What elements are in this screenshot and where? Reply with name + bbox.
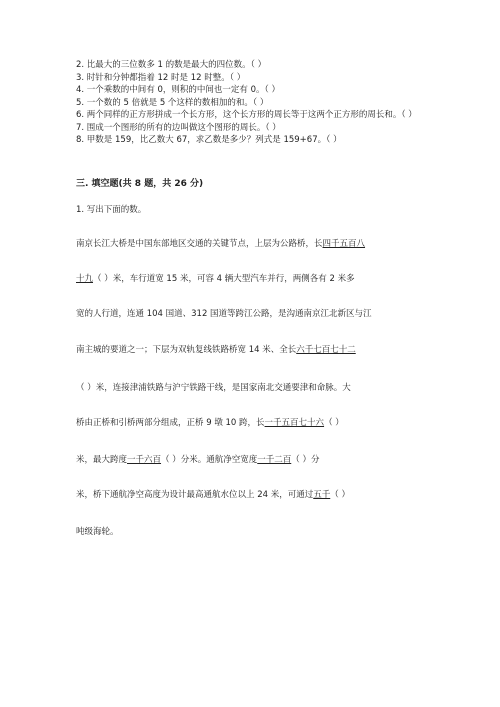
answer-blank: （ ） — [324, 418, 344, 428]
passage-text: 桥由正桥和引桥两部分组成，正桥 9 墩 10 跨，长 — [76, 418, 265, 428]
underlined-number: 一千五百七十六 — [264, 418, 325, 428]
underlined-number: 五千 — [313, 490, 331, 500]
passage-line-2 — [76, 272, 432, 284]
judgement-item-5: 5. 一个数的 5 倍就是 5 个这样的数相加的和。（ ） — [76, 97, 269, 108]
passage-text: 吨级海轮。 — [76, 527, 119, 537]
passage-line-6 — [76, 416, 432, 428]
passage-line-5 — [76, 381, 432, 393]
passage-text: 宽的人行道，连通 104 国道、312 国道等跨江公路，是沟通南京江北新区与江 — [76, 309, 372, 319]
passage-text: （ ）米，连接津浦铁路与沪宁铁路干线，是国家南北交通要津和命脉。大 — [76, 383, 351, 393]
underlined-number: 一千六百 — [127, 455, 162, 465]
judgement-item-3: 3. 时针和分钟都指着 12 时是 12 时整。（ ） — [76, 72, 246, 83]
passage-line-8 — [76, 488, 432, 500]
passage-text: 南主城的要道之一；下层为双轨复线铁路桥宽 14 米、全长 — [76, 345, 297, 355]
passage-line-7 — [76, 453, 432, 465]
judgement-item-2: 2. 比最大的三位数多 1 的数是最大的四位数。（ ） — [76, 60, 267, 70]
passage-text: 米，最大跨度 — [76, 455, 128, 465]
underlined-number: 十九 — [76, 274, 94, 284]
underlined-number: 一千二百 — [257, 455, 292, 465]
passage-text: 南京长江大桥是中国东部地区交通的关键节点，上层为公路桥，长 — [76, 239, 323, 249]
passage-text: （ ）分 — [291, 455, 320, 465]
judgement-item-7: 7. 围成一个图形的所有的边叫做这个图形的周长。（ ） — [76, 122, 281, 133]
passage-line-1 — [76, 237, 432, 249]
passage-line-9 — [76, 525, 432, 537]
passage-text: （ ）米，车行道宽 15 米，可容 4 辆大型汽车并行，两侧各有 2 米多 — [93, 274, 355, 284]
judgement-question-list — [76, 59, 436, 147]
judgement-item-6: 6. 两个同样的正方形拼成一个长方形，这个长方形的周长等于这两个正方形的周长和。（ ） — [76, 110, 417, 120]
section-title-fill-in: 三. 填空题(共 8 题，共 26 分) — [76, 179, 204, 189]
passage-line-4 — [76, 343, 432, 355]
question-1-label: 1. 写出下面的数。 — [76, 205, 147, 215]
judgement-item-8: 8. 甲数是 159，比乙数大 67，求乙数是多少？列式是 159+67。（ ） — [76, 135, 342, 145]
judgement-item-4: 4. 一个乘数的中间有 0，则积的中间也一定有 0。（ ） — [76, 85, 280, 95]
passage-line-3 — [76, 307, 432, 319]
underlined-number: 四千五百八 — [322, 239, 366, 249]
passage-text: （ ）分米。通航净空宽度 — [161, 455, 258, 465]
answer-blank: （ ） — [330, 490, 350, 500]
underlined-number: 六千七百七十二 — [296, 345, 356, 355]
passage-text: 米，桥下通航净空高度为设计最高通航水位以上 24 米，可通过 — [76, 490, 314, 500]
